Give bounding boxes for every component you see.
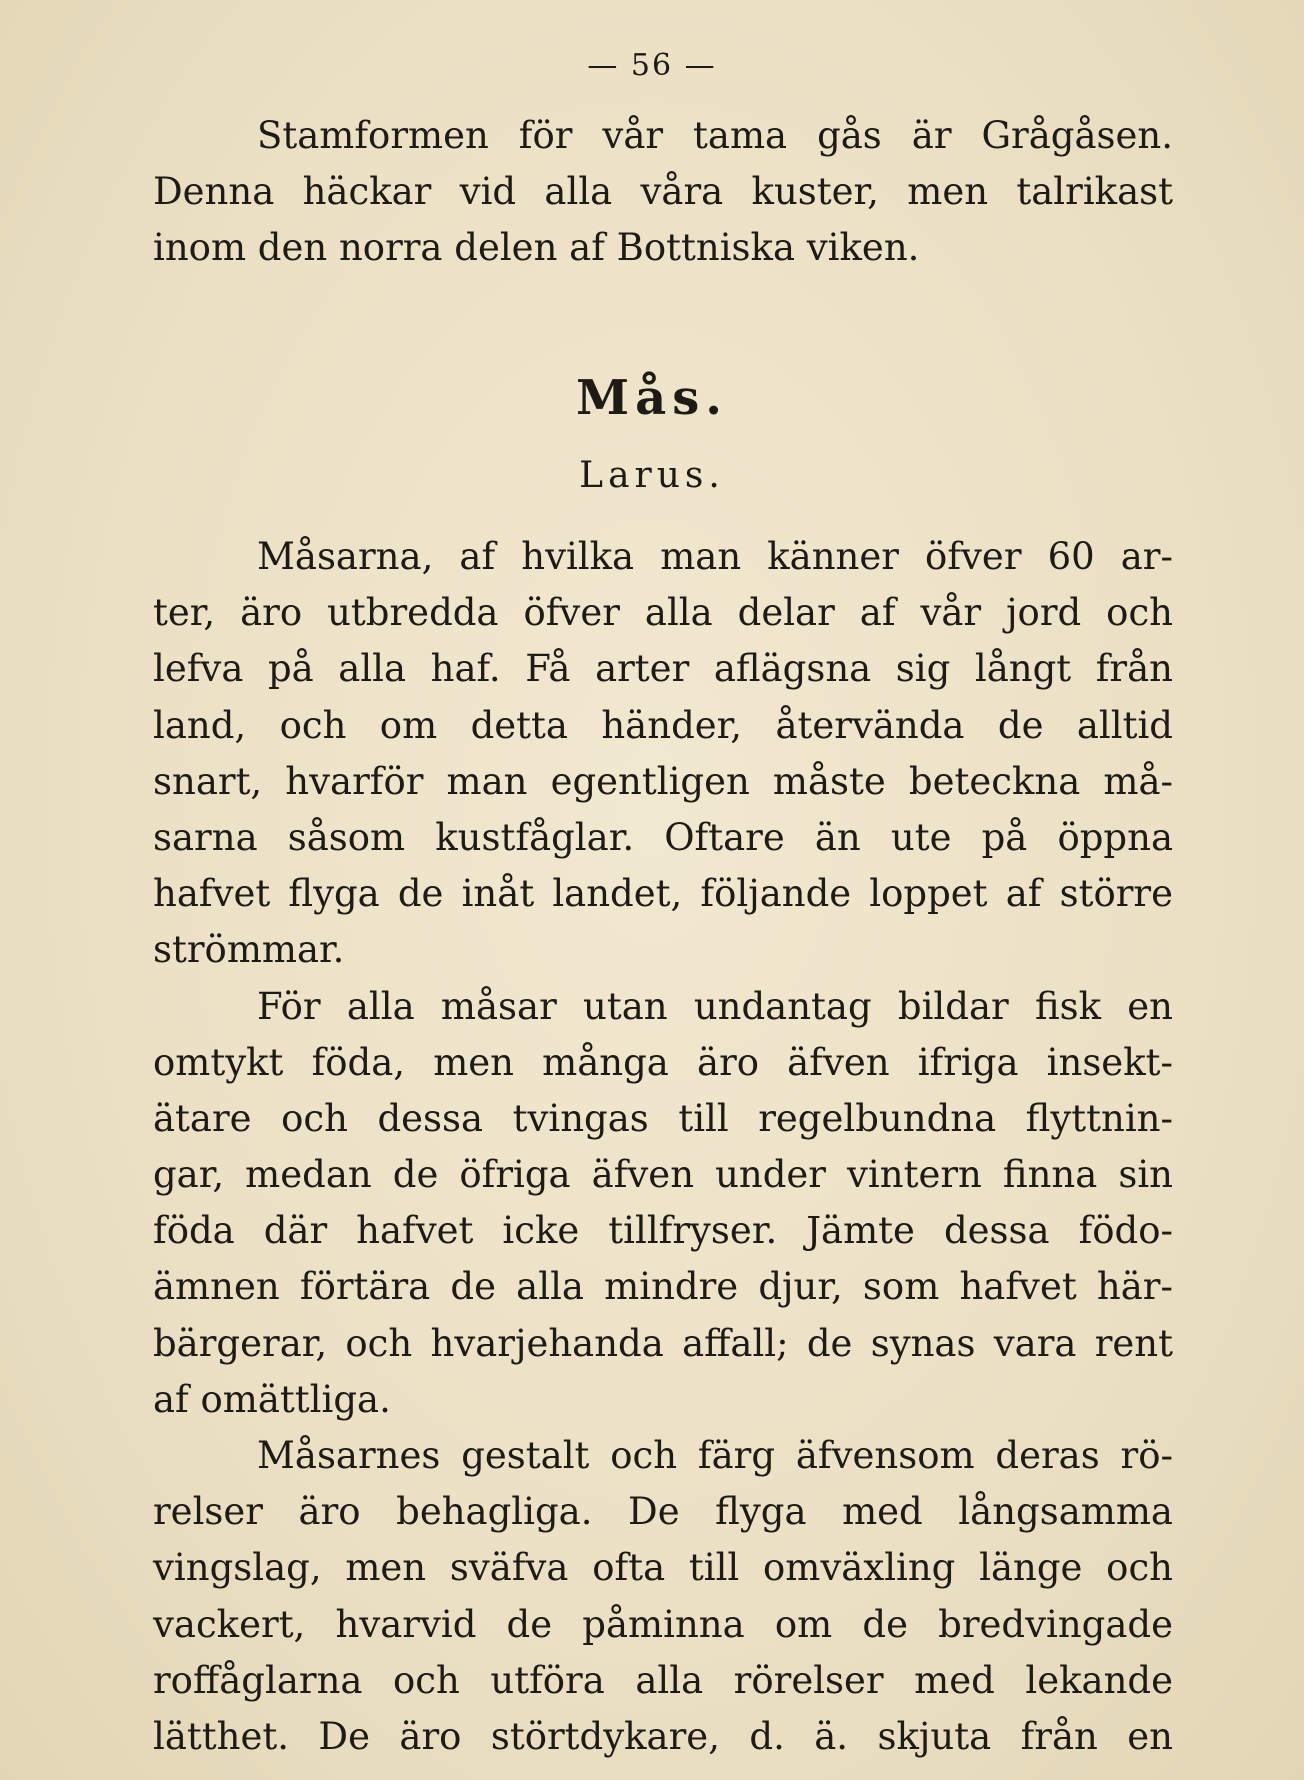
text-line: lefva på alla haf. Få arter aflägsna sig långt från: [153, 647, 1173, 691]
text-line: föda där hafvet icke tillfryser. Jämte dessa födo-: [153, 1209, 1173, 1253]
text-line: land, och om detta händer, återvända de alltid: [153, 703, 1173, 747]
text-line: Måsarnes gestalt och färg äfvensom deras rö-: [257, 1434, 1173, 1477]
text-line: strömmar.: [153, 928, 345, 972]
text-line: af omättliga.: [153, 1377, 391, 1421]
text-line: snart, hvarför man egentligen måste beteckna må-: [153, 759, 1173, 803]
text-line: lätthet. De äro störtdykare, d. ä. skjuta från en: [153, 1714, 1173, 1758]
text-line: ämnen förtära de alla mindre djur, som hafvet här-: [153, 1265, 1173, 1309]
page-number: — 56 —: [587, 48, 717, 83]
section-heading: Mås.: [576, 370, 728, 426]
text-line: bärgerar, och hvarjehanda affall; de synas vara rent: [153, 1321, 1173, 1365]
text-line: vackert, hvarvid de påminna om de bredvingade: [153, 1602, 1173, 1646]
text-line: relser äro behagliga. De flyga med långsamma: [153, 1490, 1173, 1534]
text-line: hafvet flyga de inåt landet, följande loppet af större: [153, 872, 1173, 916]
text-line: ätare och dessa tvingas till regelbundna flyttnin-: [153, 1096, 1173, 1140]
text-line: Denna häckar vid alla våra kuster, men talrikast: [153, 170, 1173, 214]
body-text: [153, 529, 1173, 1765]
intro-paragraph: [153, 108, 1173, 277]
text-line: inom den norra delen af Bottniska viken.: [153, 226, 920, 270]
text-line: Måsarna, af hvilka man känner öfver 60 ar-: [257, 535, 1173, 578]
text-line: ter, äro utbredda öfver alla delar af vår jord och: [153, 591, 1173, 635]
text-line: omtykt föda, men många äro äfven ifriga insekt-: [153, 1040, 1173, 1084]
text-line: roffåglarna och utföra alla rörelser med lekande: [153, 1658, 1173, 1702]
text-line: gar, medan de öfriga äfven under vintern finna sin: [153, 1153, 1173, 1197]
section-latin-name: Larus.: [579, 455, 725, 496]
text-line: Stamformen för vår tama gås är Grågåsen.: [257, 114, 1173, 157]
text-line: sarna såsom kustfåglar. Oftare än ute på öppna: [153, 815, 1173, 859]
text-line: vingslag, men sväfva ofta till omväxling länge och: [153, 1546, 1173, 1590]
text-line: För alla måsar utan undantag bildar fisk en: [257, 984, 1173, 1028]
